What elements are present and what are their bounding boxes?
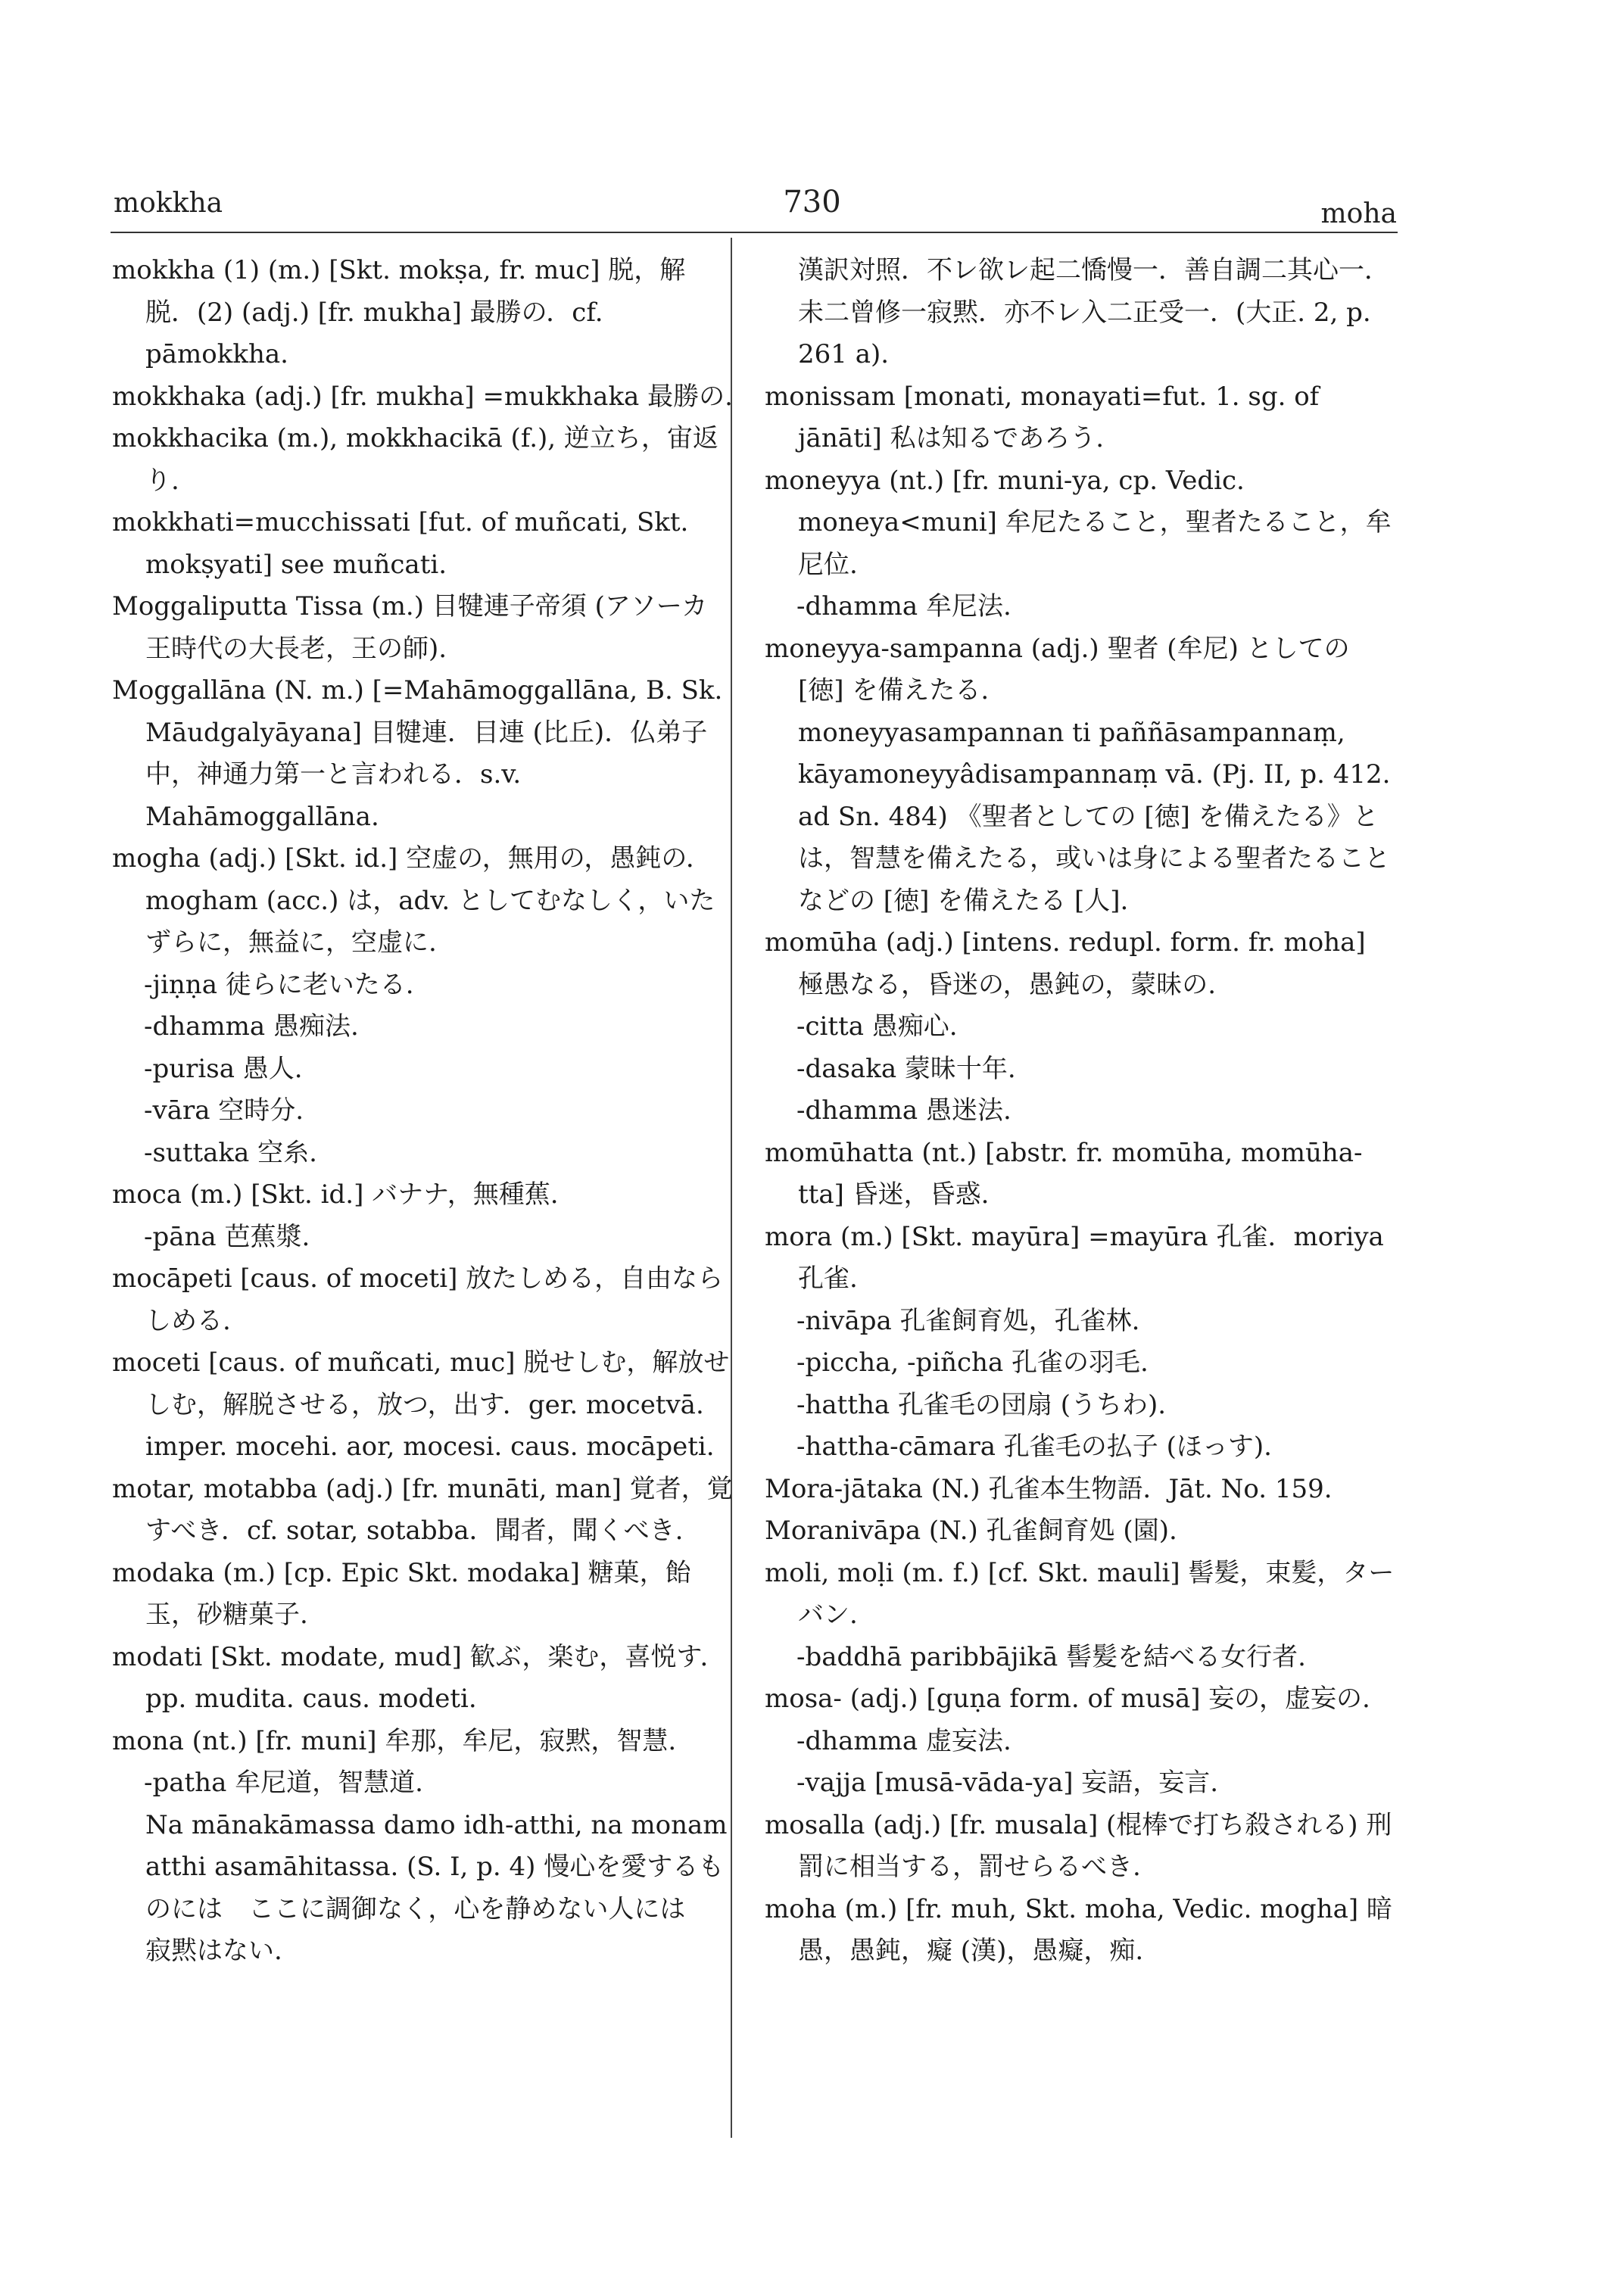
sub-entry: -dhamma 愚迷法. bbox=[796, 1095, 1011, 1126]
dictionary-entry: mocāpeti [caus. of moceti] 放たしめる，自由ならしめる. bbox=[112, 1263, 724, 1336]
dictionary-entry: mokkhaka (adj.) [fr. mukha] =mukkhaka 最勝の. bbox=[112, 381, 733, 412]
dictionary-entry: motar, motabba (adj.) [fr. munāti, man] 覚者，覚すべき．cf. sotar, sotabba．聞者，聞くべき. bbox=[112, 1473, 733, 1546]
header-left-guide-word: mokkha bbox=[114, 188, 223, 219]
entry-continuation: Na mānakāmassa damo idh-atthi, na monam atthi asamāhitassa. (S. I, p. 4) 慢心を愛するものには ここに調御なく，心を静めない人には 寂黙はない. bbox=[145, 1809, 728, 1966]
sub-entry: -hattha-cāmara 孔雀毛の払子 (ほっす). bbox=[796, 1432, 1272, 1462]
dictionary-entry: Moranivāpa (N.) 孔雀飼育処 (園). bbox=[765, 1516, 1177, 1546]
dictionary-entry: Moggallāna (N. m.) [=Mahāmoggallāna, B. Sk. Māudgalyāyana] 目犍連．目連 (比丘)．仏弟子中，神通力第一と言われる．s.v. Mahāmoggallāna. bbox=[112, 675, 723, 832]
dictionary-entry: moneyya-sampanna (adj.) 聖者 (牟尼) としての [徳] を備えたる. bbox=[765, 633, 1350, 706]
sub-entry: -suttaka 空糸. bbox=[144, 1137, 317, 1168]
dictionary-entry: momūha (adj.) [intens. redupl. form. fr. moha] 極愚なる，昏迷の，愚鈍の，蒙昧の. bbox=[765, 927, 1366, 1000]
entry-continuation: moneyyasampannan ti paññāsampannaṃ, kāyamoneyyâdisampannaṃ vā. (Pj. II, p. 412. ad Sn. 484) 《聖者としての [徳] を備えたる》とは，智慧を備えたる，或いは身による聖者たることなどの [徳] を備えたる [人]. bbox=[798, 717, 1391, 916]
dictionary-entry: mokkhati=mucchissati [fut. of muñcati, Skt. mokṣyati] see muñcati. bbox=[112, 507, 689, 580]
sub-entry: -vāra 空時分. bbox=[144, 1095, 304, 1126]
dictionary-entry: modaka (m.) [cp. Epic Skt. modaka] 糖菓，飴玉，砂糖菓子. bbox=[112, 1557, 691, 1630]
header-rule bbox=[111, 232, 1398, 233]
sub-entry: -dhamma 虚妄法. bbox=[796, 1725, 1011, 1756]
left-column bbox=[112, 250, 733, 1973]
dictionary-entry: monissam [monati, monayati=fut. 1. sg. of jānāti] 私は知るであろう. bbox=[765, 381, 1320, 453]
dictionary-entry: moceti [caus. of muñcati, muc] 脱せしむ，解放せしむ，解脱させる，放つ，出す．ger. mocetvā. imper. mocehi. aor, mocesi. caus. mocāpeti. bbox=[112, 1347, 730, 1462]
sub-entry: -dasaka 蒙昧十年. bbox=[796, 1053, 1016, 1084]
sub-entry: -dhamma 牟尼法. bbox=[796, 591, 1011, 622]
sub-entry: -hattha 孔雀毛の団扇 (うちわ). bbox=[796, 1389, 1167, 1420]
dictionary-entry: moha (m.) [fr. muh, Skt. moha, Vedic. mogha] 暗愚，愚鈍，癡 (漢)，愚癡，痴. bbox=[765, 1893, 1392, 1966]
sub-entry: -pāna 芭蕉漿. bbox=[144, 1221, 310, 1252]
dictionary-entry: mogha (adj.) [Skt. id.] 空虚の，無用の，愚鈍の．mogham (acc.) は，adv. としてむなしく，いたずらに，無益に，空虚に. bbox=[112, 843, 715, 958]
dictionary-entry: Mora-jātaka (N.) 孔雀本生物語．Jāt. No. 159. bbox=[765, 1473, 1333, 1504]
dictionary-entry: moneyya (nt.) [fr. muni-ya, cp. Vedic. moneya<muni] 牟尼たること，聖者たること，牟尼位. bbox=[765, 465, 1392, 580]
dictionary-entry: mokkhacika (m.), mokkhacikā (f.), 逆立ち，宙返り. bbox=[112, 423, 718, 496]
dictionary-entry: mora (m.) [Skt. mayūra] =mayūra 孔雀．moriya 孔雀. bbox=[765, 1221, 1384, 1294]
sub-entry: -patha 牟尼道，智慧道. bbox=[144, 1768, 423, 1798]
sub-entry: -dhamma 愚痴法. bbox=[144, 1011, 359, 1042]
sub-entry: -vajja [musā-vāda-ya] 妄語，妄言. bbox=[796, 1768, 1219, 1798]
sub-entry: -baddhā paribbājikā 髻髪を結べる女行者. bbox=[796, 1641, 1306, 1672]
dictionary-entry: mona (nt.) [fr. muni] 牟那，牟尼，寂黙，智慧. bbox=[112, 1725, 677, 1756]
sub-entry: -purisa 愚人. bbox=[144, 1053, 303, 1084]
sub-entry: -nivāpa 孔雀飼育処，孔雀林. bbox=[796, 1305, 1140, 1336]
right-column bbox=[765, 250, 1398, 1973]
dictionary-entry: moli, moḷi (m. f.) [cf. Skt. mauli] 髻髪，束髪，ターバン. bbox=[765, 1557, 1395, 1630]
dictionary-entry: momūhatta (nt.) [abstr. fr. momūha, momūha-tta] 昏迷，昏惑. bbox=[765, 1137, 1363, 1210]
dictionary-entry: Moggaliputta Tissa (m.) 目犍連子帝須 (アソーカ王時代の大長老，王の師). bbox=[112, 591, 708, 664]
dictionary-entry: moca (m.) [Skt. id.] バナナ，無種蕉. bbox=[112, 1179, 559, 1210]
sub-entry: -jiṇṇa 徒らに老いたる. bbox=[144, 969, 414, 1000]
sub-entry: -piccha, -piñcha 孔雀の羽毛. bbox=[796, 1347, 1149, 1378]
sub-entry: -citta 愚痴心. bbox=[796, 1011, 958, 1042]
dictionary-entry: modati [Skt. modate, mud] 歓ぶ，楽む，喜悦す．pp. mudita. caus. modeti. bbox=[112, 1641, 726, 1714]
page-number: 730 bbox=[783, 185, 841, 220]
header-right-guide-word: moha bbox=[1320, 198, 1397, 229]
entry-continuation: 漢訳対照．不レ欲レ起二憍慢一．善自調二其心一．未二曾修一寂黙．亦不レ入二正受一．(大正. 2, p. 261 a). bbox=[798, 255, 1390, 369]
dictionary-entry: mosalla (adj.) [fr. musala] (棍棒で打ち殺される) 刑罰に相当する，罰せらるべき. bbox=[765, 1809, 1392, 1882]
dictionary-entry: mokkha (1) (m.) [Skt. mokṣa, fr. muc] 脱，解脱．(2) (adj.) [fr. mukha] 最勝の．cf. pāmokkha. bbox=[112, 255, 686, 369]
dictionary-entry: mosa- (adj.) [guṇa form. of musā] 妄の，虚妄の. bbox=[765, 1684, 1370, 1714]
